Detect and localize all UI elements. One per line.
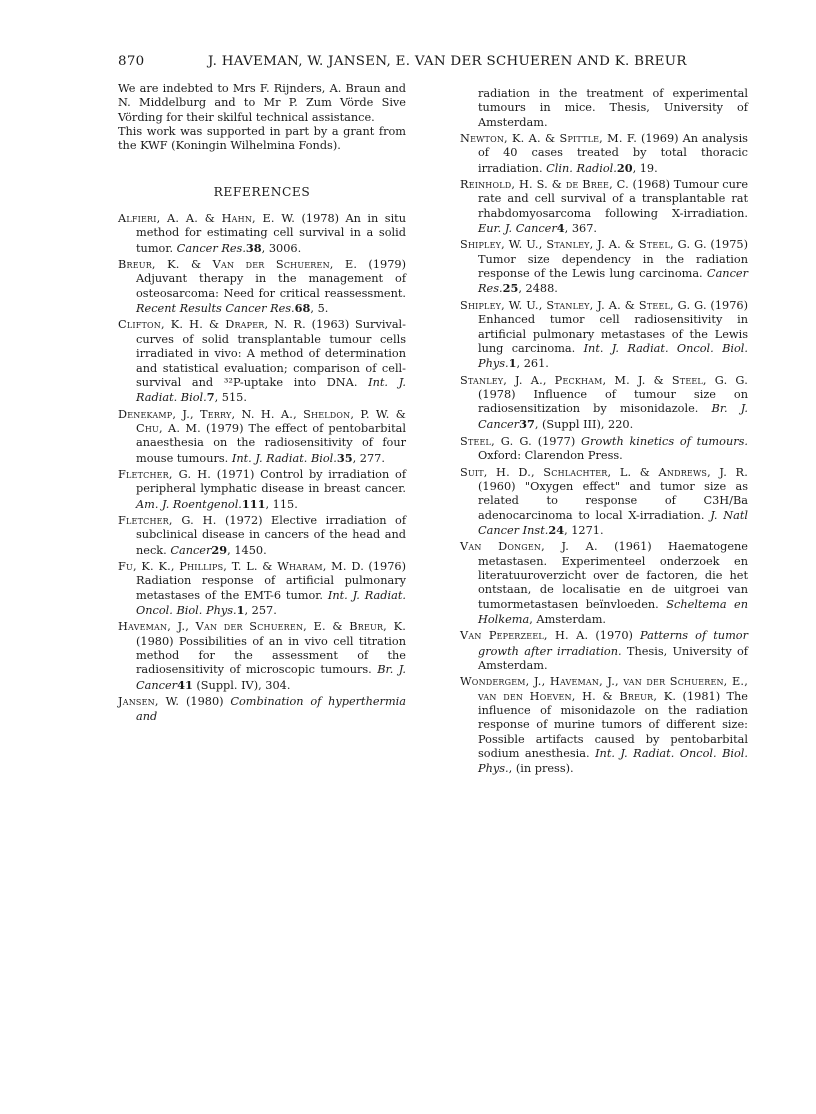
reference-authors: Fletcher, G. H. [118,467,212,481]
reference-volume: 7 [206,390,215,405]
reference-body: (1970) [588,629,641,643]
reference-journal: J. Natl Cancer Inst. [478,508,748,537]
reference-pages: , (Suppl III), 220. [534,417,634,431]
reference-authors: Breur, K. & Van der Schueren, E. [118,258,358,272]
reference-authors: Shipley, W. U., Stanley, J. A. & Steel, G. G. [460,298,707,312]
continued-tail: Thesis, University of Amsterdam. [478,101,748,129]
reference-volume: 41 [177,677,193,692]
reference-body: (1980) [179,695,231,709]
reference-entry [460,299,748,372]
running-header [118,54,710,69]
reference-body: (1963) Survival-curves of solid transplantable tumour cells irradiated in vivo: A method of determination and statistical evaluation; comparison of cell-survival and ³²P-uptake into DNA. [136,318,406,389]
reference-authors: Jansen, W. [118,695,180,709]
left-column [118,82,406,727]
reference-pages: , (in press). [508,762,574,776]
reference-journal: Clin. Radiol. [546,161,617,175]
reference-journal: Int. J. Radiat. Oncol. Biol. Phys. [478,747,748,776]
reference-journal: Recent Results Cancer Res. [136,302,295,316]
reference-authors: Steel, G. G. [460,434,532,448]
reference-entry [118,560,406,618]
reference-volume: 1 [236,603,245,617]
reference-pages: , 1271. [564,523,604,537]
reference-pages: , 515. [214,391,247,405]
reference-entry [460,675,748,776]
reference-body: (1971) Control by irradiation of peripheral lymphatic disease in breast cancer. [136,467,406,496]
reference-authors: Stanley, J. A., Peckham, M. J. & Steel, G. G. [460,373,748,387]
reference-authors: Fletcher, G. H. [118,513,217,527]
reference-entry [460,374,748,432]
reference-body: (1960) "Oxygen effect" and tumor size as related to response of C3H/Ba adenocarcinoma to local X-irradiation. [478,479,748,522]
reference-authors: Wondergem, J., Haveman, J., van der Schueren, E., van den Hoeven, H. & Breur, K. [460,675,748,703]
reference-volume: 20 [616,160,633,175]
reference-authors: Newton, K. A. & Spittle, M. F. [460,132,637,146]
reference-pages: Thesis, University of Amsterdam. [478,644,748,673]
reference-body: (1979) Adjuvant therapy in the management of osteosarcoma: Need for critical reassessment. [136,258,406,300]
reference-body: (1975) Tumor size dependency in the radiation response of the Lewis lung carcinoma. [478,238,748,281]
reference-body: (1968) Tumour cure rate and cell survival of a transplantable rat rhabdomyosarcoma following X-irradiation. [478,178,748,220]
reference-journal: Int. J. Radiat. Biol. [231,451,337,465]
reference-journal: Growth kinetics of tumours. [581,434,749,448]
reference-journal: Combination of hyperthermia and [136,695,406,724]
reference-journal: Patterns of tumor growth after irradiation. [478,629,748,658]
reference-volume: 68 [294,301,311,316]
reference-journal: Cancer [170,543,212,557]
reference-entry [460,178,748,236]
reference-authors: Van Dongen, J. A. [460,540,598,554]
reference-pages: , 261. [516,357,549,371]
reference-body: (1981) The influence of misonidazole on the radiation response of murine tumors of different size: Possible artifacts caused by pentobarbital sodium anesthesia. [478,689,748,761]
reference-entry [118,212,406,256]
reference-journal: Int. J. Radiat. Oncol. Biol. Phys. [478,341,748,371]
reference-entry [118,620,406,693]
reference-authors: Shipley, W. U., Stanley, J. A. & Steel, G. G. [460,238,707,252]
acknowledgement-paragraph: We are indebted to Mrs F. Rijnders, A. Braun and N. Middelburg and to Mr P. Zum Vörde Sive Vörding for their skilful technical assistance. [118,82,406,124]
reference-journal: Int. J. Radiat. Biol. [136,375,406,405]
reference-pages: , 277. [352,451,385,465]
reference-body: (1977) [531,434,582,448]
right-column [460,87,748,779]
reference-journal: Cancer Res. [478,267,748,296]
reference-body: (1979) The effect of pentobarbital anaesthesia on the radiosensitivity of four mouse tumours. [136,421,406,465]
right-reference-list [460,132,748,777]
reference-authors: Suit, H. D., Schlachter, L. & Andrews, J. R. [460,465,748,479]
reference-entry [460,540,748,627]
reference-entry [460,132,748,176]
reference-body: (1961) Haematogene metastasen. Experimenteel onderzoek en literatuuroverzicht over de factoren, die het ontstaan, de localisatie en de uitgroei van tumormetastasen beïnvloeden. [478,540,748,611]
reference-body: (1978) An in situ method for estimating cell survival in a solid tumor. [136,212,406,255]
reference-journal: Int. J. Radiat. Oncol. Biol. Phys. [136,588,406,617]
reference-body: (1976) Radiation response of artificial pulmonary metastases of the EMT-6 tumor. [136,559,406,602]
reference-body: (1969) An analysis of 40 cases treated by total thoracic irradiation. [478,132,748,175]
reference-authors: Clifton, K. H. & Draper, N. R. [118,318,306,332]
reference-volume: 38 [245,240,262,255]
reference-volume: 35 [336,450,353,465]
page-number: 870 [118,54,145,69]
reference-authors: Alfieri, A. A. & Hahn, E. W. [118,212,296,226]
left-reference-list [118,212,406,725]
reference-pages: , 115. [265,497,298,511]
reference-volume: 29 [211,542,228,557]
reference-authors: Van Peperzeel, H. A. [460,629,589,643]
reference-journal: Eur. J. Cancer [478,222,557,236]
reference-journal: Cancer Res. [176,241,246,255]
reference-journal: Br. J. Cancer [136,663,406,692]
reference-journal: Scheltema en Holkema [478,597,748,627]
funding-paragraph: This work was supported in part by a grant from the KWF (Koningin Wilhelmina Fonds). [118,125,406,153]
reference-entry [460,629,748,673]
reference-pages: , 1450. [227,543,267,557]
reference-entry [460,238,748,296]
reference-authors: Denekamp, J., Terry, N. H. A., Sheldon, P. W. & Chu, A. M. [118,407,406,435]
reference-entry [118,258,406,316]
reference-pages: , 257. [244,604,277,617]
reference-pages: , 2488. [518,282,558,296]
references-heading: REFERENCES [213,184,311,199]
reference-entry [118,468,406,512]
reference-authors: Haveman, J., Van der Schueren, E. & Breur, K. [118,620,406,634]
reference-entry [460,466,748,539]
reference-volume: 111 [241,496,266,511]
reference-pages: , 367. [564,222,597,236]
reference-entry [118,408,406,466]
reference-entry [118,695,406,725]
reference-authors: Fu, K. K., Phillips, T. L. & Wharam, M. D. [118,559,364,573]
reference-pages: (Suppl. IV), 304. [192,678,291,692]
reference-journal: Br. J. Cancer [478,402,749,431]
reference-volume: 4 [556,221,565,236]
reference-entry [118,318,406,405]
reference-entry [118,514,406,558]
reference-body: (1976) Enhanced tumor cell radiosensitivity in artificial pulmonary metastases of the Lewis lung carcinoma. [478,298,748,355]
reference-pages: , Amsterdam. [529,613,606,627]
reference-pages: , 3006. [261,241,302,255]
reference-volume: 37 [519,416,535,431]
reference-pages: Oxford: Clarendon Press. [478,449,623,463]
reference-volume: 1 [508,356,517,371]
reference-body: (1972) Elective irradiation of subclinical disease in cancers of the head and neck. [136,513,407,557]
running-title: J. HAVEMAN, W. JANSEN, E. VAN DER SCHUEREN AND K. BREUR [208,54,687,69]
reference-pages: , 5. [310,302,329,316]
reference-pages: , 19. [632,161,658,175]
reference-volume: 24 [548,522,565,537]
reference-body: (1980) Possibilities of an in vivo cell titration method for the assessment of the radiosensitivity of microscopic tumours. [136,634,406,677]
continued-title: radiation in the treatment of experimental tumours in mice. [478,87,748,115]
reference-volume: 25 [502,281,519,296]
reference-entry [460,434,748,464]
reference-journal: Am. J. Roentgenol. [136,497,242,511]
reference-continuation [478,87,748,130]
reference-body: (1978) Influence of tumour size on radiosensitization by misonidazole. [478,387,748,416]
reference-authors: Reinhold, H. S. & de Bree, C. [460,178,629,192]
